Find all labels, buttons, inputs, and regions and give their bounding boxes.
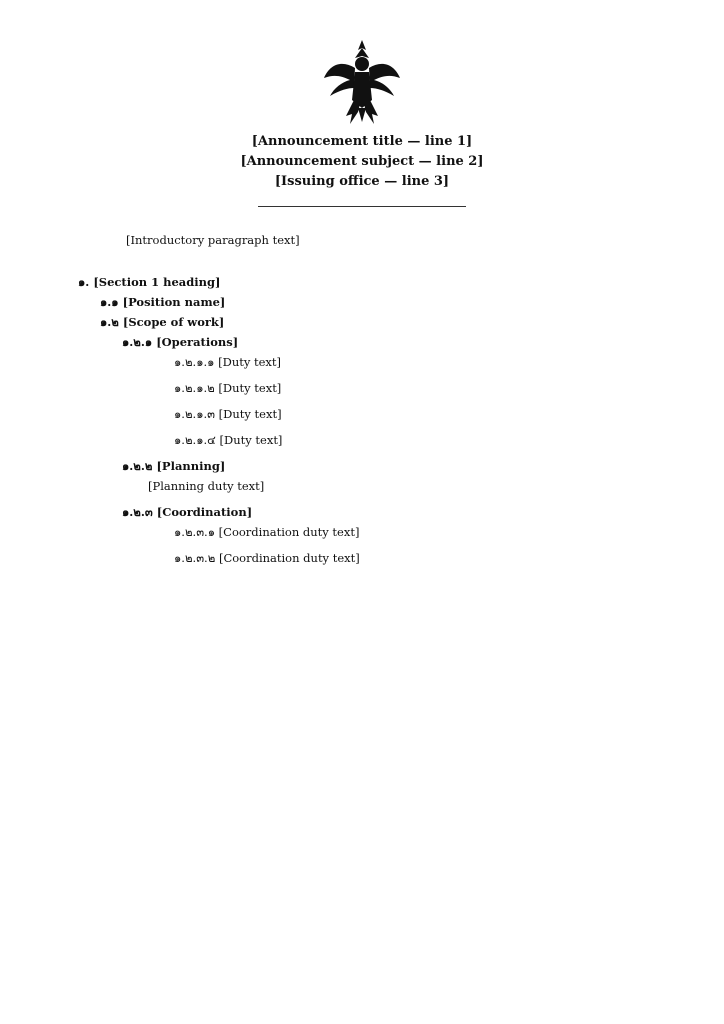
section-1-2-1-number: ๑.๒.๑ (122, 335, 153, 349)
section-1-1-heading (78, 292, 664, 312)
document-body (78, 230, 664, 574)
item-text: [Duty text] (218, 381, 282, 395)
item-text: [Coordination duty text] (218, 551, 360, 565)
header-divider (258, 206, 466, 207)
item-number: ๑.๒.๑.๑ (174, 355, 215, 369)
item-number: ๑.๒.๓.๒ (174, 551, 216, 565)
section-1-2-2-number: ๑.๒.๒ (122, 459, 153, 473)
section-1-2-2-heading (78, 456, 664, 476)
section-1-2-3-title: [Coordination] (156, 505, 253, 519)
section-1-2-2-title: [Planning] (156, 459, 226, 473)
section-1-heading (78, 272, 664, 292)
section-1-title: [Section 1 heading] (93, 275, 221, 289)
item-text: [Duty text] (219, 433, 283, 447)
header-line-2: [Announcement subject — line 2] (240, 154, 484, 169)
section-1-number: ๑. (78, 275, 90, 289)
section-1-2-title: [Scope of work] (122, 315, 225, 329)
list-item (78, 352, 664, 372)
section-1-2-3-heading (78, 502, 664, 522)
item-number: ๑.๒.๓.๑ (174, 525, 216, 539)
section-1-2-1-title: [Operations] (156, 335, 239, 349)
document-header (80, 132, 644, 192)
section-1-1-title: [Position name] (122, 295, 226, 309)
item-number: ๑.๒.๑.๔ (174, 433, 216, 447)
list-item (78, 548, 664, 568)
header-line-1: [Announcement title — line 1] (251, 134, 473, 149)
section-1-1-number: ๑.๑ (100, 295, 119, 309)
list-item (78, 404, 664, 424)
item-text: [Duty text] (218, 355, 282, 369)
section-1-2-number: ๑.๒ (100, 315, 119, 329)
section-1-2-3-number: ๑.๒.๓ (122, 505, 153, 519)
section-1-2-heading (78, 312, 664, 332)
planning-text: [Planning duty text] (148, 479, 265, 493)
garuda-emblem-icon (322, 38, 402, 128)
item-number: ๑.๒.๑.๓ (174, 407, 216, 421)
section-1-2-1-heading (78, 332, 664, 352)
intro-paragraph: [Introductory paragraph text] (126, 233, 300, 247)
list-item (78, 522, 664, 542)
item-number: ๑.๒.๑.๒ (174, 381, 215, 395)
item-text: [Coordination duty text] (218, 525, 360, 539)
list-item (78, 430, 664, 450)
item-text: [Duty text] (218, 407, 282, 421)
list-item (78, 378, 664, 398)
header-line-3: [Issuing office — line 3] (274, 174, 450, 189)
